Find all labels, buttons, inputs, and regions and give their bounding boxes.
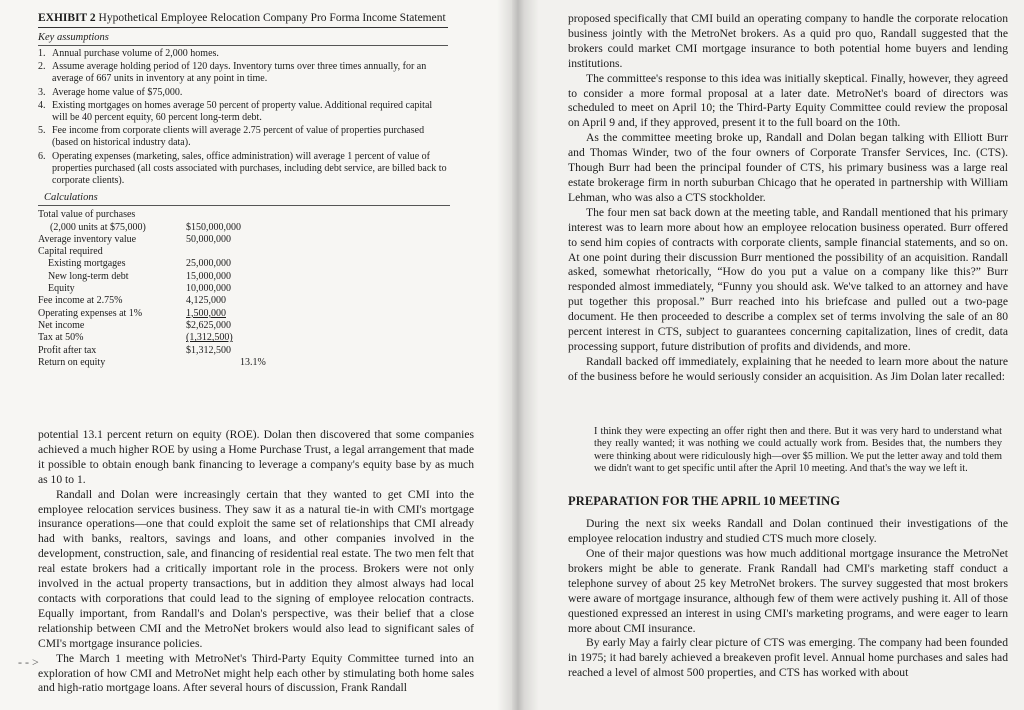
calculation-value: 15,000,000 — [186, 270, 231, 282]
calculation-label: Equity — [48, 283, 75, 295]
paragraph: Randall backed off immediately, explaining that he needed to learn more about the nature of the business before he would seriously consider an acquisition. As Jim Dolan later recalled: — [568, 354, 1008, 383]
paragraph: The four men sat back down at the meeting table, and Randall mentioned that his primary interest was to learn more about how an employee relocation business operated. Burr offered to send him copies of contracts with corporate clients, sample financial statements, and so on. At one point during their discussion Burr mentioned the possibility of an acquisition. Randall asked, somewhat rhetorically, “How do you put a value on a company like this?” Burr responded almost immediately, “Funny you should ask. We've talked to an attorney and have put together this proposal.” Burr reached into his briefcase and pulled out a two-page document. He then proceeded to describe a complex set of terms involving the sale of an 80 percent interest in CTS, subject to guarantees concerning capitalization, lines of credit, data processing support, future distribution of profits and dividends, and more. — [568, 205, 1008, 353]
calculation-value: (1,312,500) — [186, 332, 233, 344]
calculation-label: Fee income at 2.75% — [38, 295, 123, 307]
calculations-table — [38, 209, 288, 369]
calculation-row — [38, 320, 288, 332]
assumption-number: 6. — [38, 150, 46, 162]
calculation-row — [38, 357, 288, 369]
assumption-text: Annual purchase volume of 2,000 homes. — [52, 48, 219, 59]
paragraph: potential 13.1 percent return on equity (ROE). Dolan then discovered that some companies achieved a much higher ROE by using a Home Purchase Trust, a legal arrangement that made it possible to obtain enough bank financing to leverage a company's equity base by as much as 10 to 1. — [38, 428, 474, 486]
section-heading: PREPARATION FOR THE APRIL 10 MEETING — [568, 494, 841, 509]
calculation-value: $1,312,500 — [186, 344, 231, 356]
assumption-item — [38, 151, 448, 188]
assumption-text: Assume average holding period of 120 days. Inventory turns over three times annually, for an average of 667 units in inventory at any point in time. — [52, 61, 427, 85]
assumption-number: 2. — [38, 61, 46, 73]
assumption-item — [38, 125, 448, 149]
assumption-number: 1. — [38, 48, 46, 59]
calculation-label: (2,000 units at $75,000) — [50, 221, 146, 233]
calculation-value: $150,000,000 — [186, 221, 241, 233]
calculation-row — [38, 234, 288, 246]
assumption-number: 5. — [38, 125, 46, 137]
calculation-row — [38, 332, 288, 344]
calculation-label: Return on equity — [38, 356, 106, 368]
calculation-result: 13.1% — [240, 356, 266, 368]
calculation-label: Profit after tax — [38, 344, 97, 356]
calculation-value: 4,125,000 — [186, 295, 226, 307]
calculation-label: Existing mortgages — [48, 258, 126, 270]
paragraph: The March 1 meeting with MetroNet's Third-Party Equity Committee turned into an exploration of how CMI and MetroNet might help each other by stimulating both home sales and high-ratio mortgage loans. After several hours of discussion, Frank Randall — [38, 651, 474, 695]
calculation-row — [38, 295, 288, 307]
calculations-heading: Calculations — [44, 192, 98, 204]
key-assumptions-heading: Key assumptions — [38, 32, 448, 46]
paragraph: The committee's response to this idea was initially skeptical. Finally, however, they agreed to consider a more formal proposal at a later date. MetroNet's board of directors was scheduled to meet on April 10; the Third-Party Equity Committee could review the proposal on April 9 and, if they approved, present it to the full board on the 10th. — [568, 71, 1008, 130]
calculation-row — [38, 345, 288, 357]
dolan-quote: I think they were expecting an offer right then and there. But it was very hard to understand what they really wanted; it was nothing we could actually work from. Besides that, the numbers they were thinking about were ridiculously high—over $5 million. We put the letter away and told them we didn't want to get specific until after the April 10 meeting. And that's the way we left it. — [594, 426, 1002, 474]
assumption-text: Fee income from corporate clients will average 2.75 percent of value of properties purchased (based on historical industry data). — [52, 125, 425, 149]
assumption-text: Average home value of $75,000. — [52, 86, 183, 98]
paragraph: As the committee meeting broke up, Randall and Dolan began talking with Elliott Burr and Thomas Winder, two of the four owners of Corporate Transfer Services, Inc. (CTS). Though Burr had been the principal founder of CTS, his primary business was a large real estate brokerage firm in north suburban Chicago that he operated in partnership with William Lehman, who was also a CTS stockholder. — [568, 131, 1008, 204]
assumption-item — [38, 100, 448, 124]
calculation-label: New long-term debt — [48, 270, 129, 282]
right-body-bottom-text — [568, 517, 1008, 681]
assumption-item — [38, 61, 448, 85]
calculation-label: Average inventory value — [38, 233, 137, 245]
calculation-row — [38, 222, 288, 234]
right-body-text — [568, 12, 1008, 385]
paragraph: proposed specifically that CMI build an operating company to handle the corporate relocation business jointly with the MetroNet brokers. As a quid pro quo, Randall suggested that the brokers could market CMI mortgage insurance to both potential home buyers and lending institutions. — [568, 12, 1008, 70]
exhibit-title-text: Hypothetical Employee Relocation Company Pro Forma Income Statement — [98, 12, 446, 24]
assumption-number: 4. — [38, 99, 46, 111]
assumption-text: Existing mortgages on homes average 50 percent of property value. Additional required capital will be 40 percent equity, 60 percent long-term debt. — [52, 99, 433, 124]
calculation-value: 25,000,000 — [186, 258, 231, 270]
calculation-row — [38, 258, 288, 270]
exhibit-title — [38, 12, 448, 28]
calculation-row — [38, 271, 288, 283]
assumption-item — [38, 87, 448, 99]
paragraph: Randall and Dolan were increasingly certain that they wanted to get CMI into the employee relocation services business. They saw it as a natural tie-in with CMI's mortgage insurance operations—one that could exploit the same set of relationships that CMI already had with banks, realtors, savings and loans, and other companies involved in the development, construction, sale, and financing of residential real estate. The two men felt that real estate brokers had a critically important role in the process. Brokers were not only involved in the actual property transactions, but in addition they almost always had local contacts with corporations that could lead to the signing of employee relocation contracts. Equally important, from Randall's and Dolan's perspective, was their belief that a close relationship between CMI and the MetroNet brokers would also lead to significant sales of CMI's mortgage insurance policies. — [38, 487, 474, 650]
paragraph: By early May a fairly clear picture of CTS was emerging. The company had been founded in 1975; it had barely achieved a breakeven profit level. Annual home purchases and sales had reached a level of almost 500 properties, and CTS has worked with about — [568, 636, 1008, 680]
exhibit-table — [38, 12, 448, 369]
assumption-item — [38, 48, 448, 60]
calculation-label: Net income — [38, 319, 85, 331]
calculation-value: $2,625,000 — [186, 319, 231, 331]
calculation-row — [38, 209, 288, 221]
calculation-label: Capital required — [38, 246, 103, 258]
calculation-value: 50,000,000 — [186, 233, 231, 245]
paragraph: During the next six weeks Randall and Dolan continued their investigations of the employee relocation industry and studied CTS much more closely. — [568, 517, 1008, 546]
calculation-label: Total value of purchases — [38, 209, 136, 221]
margin-arrow-mark: - - > — [18, 655, 39, 669]
calculation-value: 1,500,000 — [186, 307, 226, 319]
assumption-text: Operating expenses (marketing, sales, office administration) will average 1 percent of value of properties purchased (all costs associated with purchases, including debt service, are billed back to corporate clients). — [52, 150, 447, 187]
calculation-value: 10,000,000 — [186, 283, 231, 295]
exhibit-label: EXHIBIT 2 — [38, 12, 96, 24]
assumptions-list — [38, 48, 448, 187]
calculation-row — [38, 308, 288, 320]
paragraph: One of their major questions was how much additional mortgage insurance the MetroNet brokers might be able to generate. Frank Randall had CMI's marketing staff conduct a telephone survey of about 25 key MetroNet brokers. The survey suggested that most brokers were aware of mortgage insurance, although few of them were actively pushing it. All of those questioned expressed an interest in using CMI's marketing programs, and were eager to learn more about CMI insurance. — [568, 547, 1008, 635]
calculations-rule — [38, 205, 450, 206]
left-body-text — [38, 428, 474, 696]
calculation-label: Tax at 50% — [38, 332, 84, 344]
calculation-label: Operating expenses at 1% — [38, 307, 143, 319]
assumption-number: 3. — [38, 86, 46, 98]
quote-and-section — [568, 426, 1008, 681]
calculation-row — [38, 283, 288, 295]
calculation-row — [38, 246, 288, 258]
